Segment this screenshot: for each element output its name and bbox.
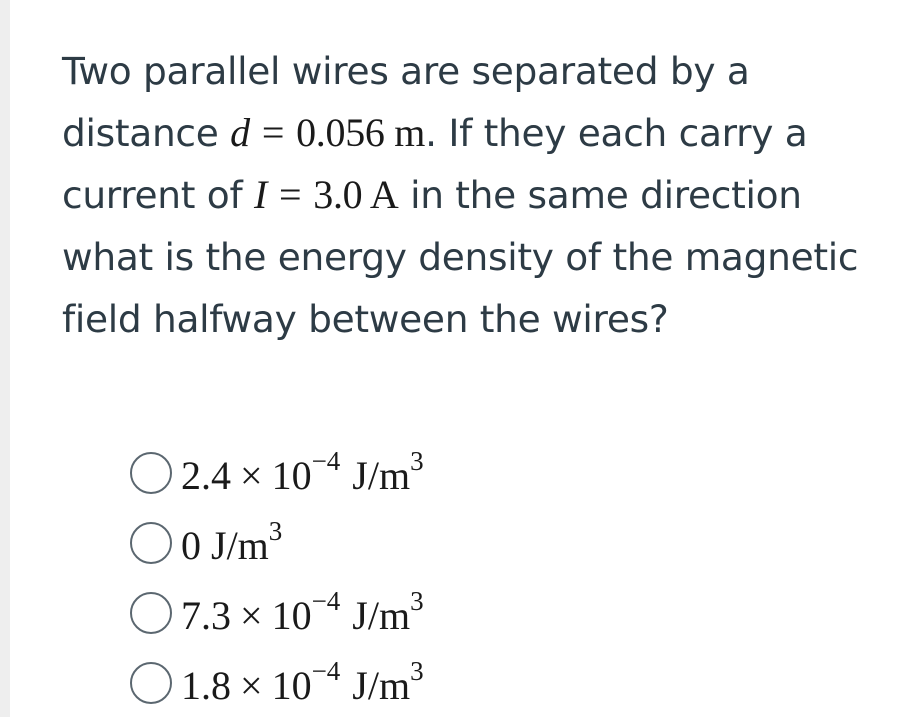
power-base: 10 (271, 592, 312, 638)
answer-option-4[interactable] (130, 648, 424, 718)
question-line-4: what is the energy density of the magnetic (62, 235, 859, 279)
unit-exponent: 3 (410, 656, 424, 687)
radio-button-icon[interactable] (130, 592, 172, 634)
unit: J/m (352, 452, 411, 498)
times-sign: × (240, 452, 263, 498)
power-exponent: −4 (311, 586, 341, 617)
question-text (62, 40, 914, 350)
radio-button-icon[interactable] (130, 662, 172, 704)
unit: J/m (352, 662, 411, 708)
power-exponent: −4 (311, 446, 341, 477)
mantissa: 0 (181, 522, 201, 568)
answer-label (181, 446, 424, 499)
d-symbol: d (230, 110, 250, 155)
mantissa: 1.8 (181, 662, 231, 708)
unit: J/m (352, 592, 411, 638)
answer-option-2[interactable] (130, 508, 424, 578)
power-base: 10 (271, 452, 312, 498)
question-line-3-tail: in the same direction (398, 173, 802, 217)
current-value: 3.0 A (313, 172, 399, 217)
answer-label (181, 586, 424, 639)
I-symbol: I (253, 172, 267, 217)
unit: J/m (211, 522, 269, 568)
equals-sign: = (279, 172, 302, 217)
distance-value: 0.056 m (296, 110, 426, 155)
unit-exponent: 3 (410, 446, 424, 477)
mantissa: 2.4 (181, 452, 231, 498)
equals-sign: = (261, 110, 285, 155)
question-line-3 (62, 164, 914, 226)
current-equation (254, 172, 398, 217)
mantissa: 7.3 (181, 592, 231, 638)
power-base: 10 (271, 662, 312, 708)
unit-exponent: 3 (268, 516, 283, 547)
radio-button-icon[interactable] (130, 452, 172, 494)
times-sign: × (240, 662, 263, 708)
question-line-2-tail: . If they each carry a (425, 111, 808, 155)
times-sign: × (240, 592, 263, 638)
distance-label: distance (62, 111, 231, 155)
question-line-2 (62, 102, 914, 164)
left-border (0, 0, 10, 717)
distance-equation (230, 110, 425, 155)
question-line-5: field halfway between the wires? (62, 297, 669, 341)
unit-exponent: 3 (410, 586, 424, 617)
answer-options (130, 438, 424, 718)
question-line-1: Two parallel wires are separated by a (62, 49, 750, 93)
answer-label (181, 516, 283, 569)
current-label: current of (62, 173, 254, 217)
radio-button-icon[interactable] (130, 522, 172, 564)
power-exponent: −4 (311, 656, 341, 687)
answer-option-3[interactable] (130, 578, 424, 648)
answer-label (181, 656, 424, 709)
answer-option-1[interactable] (130, 438, 424, 508)
